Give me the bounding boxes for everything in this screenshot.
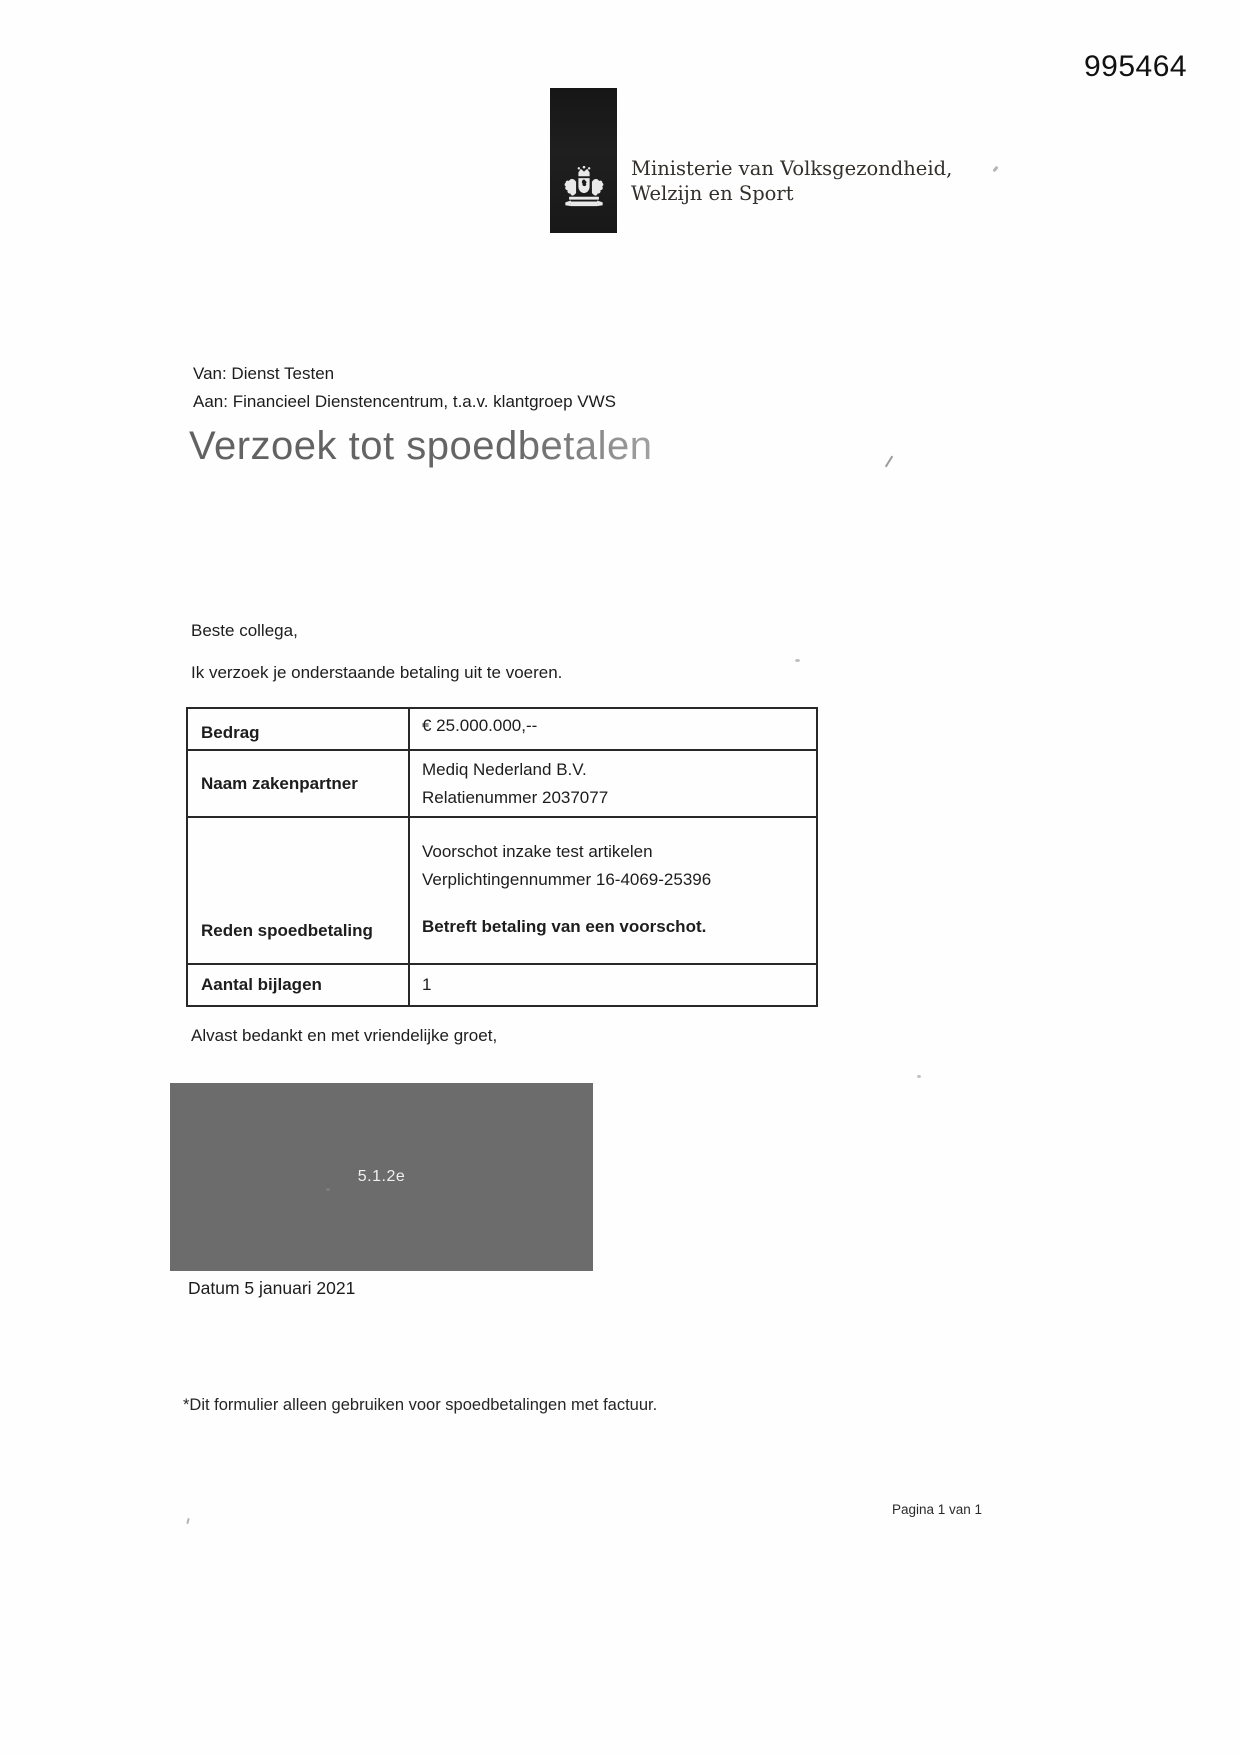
scan-artifact	[795, 659, 800, 662]
van-line: Van: Dienst Testen	[193, 364, 335, 383]
row-label	[188, 818, 410, 963]
row-label	[188, 751, 410, 816]
label-text: Naam zakenpartner	[201, 773, 358, 793]
value-line: Relatienummer 2037077	[422, 787, 609, 807]
footnote: *Dit formulier alleen gebruiken voor spoedbetalingen met factuur.	[183, 1396, 658, 1414]
label-text: Bedrag	[201, 723, 260, 742]
value-line: Voorschot inzake test artikelen	[422, 842, 653, 861]
row-label	[188, 709, 410, 749]
scan-artifact	[992, 166, 998, 173]
addressing-block	[193, 360, 616, 416]
rijksoverheid-crest-icon	[556, 165, 612, 223]
redaction-code: 5.1.2e	[357, 1168, 406, 1185]
closing-line: Alvast bedankt en met vriendelijke groet,	[191, 1026, 498, 1045]
redacted-signature-block	[170, 1083, 593, 1271]
ministry-name-line1: Ministerie van Volksgezondheid,	[631, 157, 953, 180]
rijksoverheid-logo	[550, 88, 617, 233]
table-row-reden	[188, 816, 816, 963]
row-label	[188, 965, 410, 1005]
row-value	[410, 818, 816, 963]
aan-line: Aan: Financieel Dienstencentrum, t.a.v. klantgroep VWS	[193, 392, 616, 411]
value-line-bold: Betreft betaling van een voorschot.	[422, 917, 707, 936]
scan-artifact	[326, 1188, 330, 1191]
scan-artifact	[186, 1518, 189, 1524]
row-value	[410, 709, 816, 749]
scan-artifact	[885, 455, 894, 467]
intro-line: Ik verzoek je onderstaande betaling uit te voeren.	[191, 663, 563, 682]
row-value	[410, 751, 816, 816]
value-line: € 25.000.000,--	[422, 716, 538, 735]
document-title: Verzoek tot spoedbetalen	[189, 424, 653, 468]
label-text: Reden spoedbetaling	[201, 921, 373, 940]
date-line: Datum 5 januari 2021	[188, 1278, 356, 1298]
value-line: 1	[422, 975, 432, 994]
label-text: Aantal bijlagen	[201, 975, 322, 994]
salutation: Beste collega,	[191, 621, 298, 640]
scan-artifact	[917, 1075, 921, 1078]
ministry-name-line2: Welzijn en Sport	[631, 182, 794, 205]
table-row-zakenpartner	[188, 749, 816, 816]
value-line: Mediq Nederland B.V.	[422, 759, 587, 779]
value-line: Verplichtingennummer 16-4069-25396	[422, 870, 712, 889]
payment-details-table	[186, 707, 818, 1007]
document-number: 995464	[1084, 50, 1188, 83]
table-row-bedrag	[188, 709, 816, 749]
page-number: Pagina 1 van 1	[892, 1502, 983, 1517]
table-row-bijlagen	[188, 963, 816, 1005]
ministry-name	[631, 156, 952, 206]
row-value	[410, 965, 816, 1005]
